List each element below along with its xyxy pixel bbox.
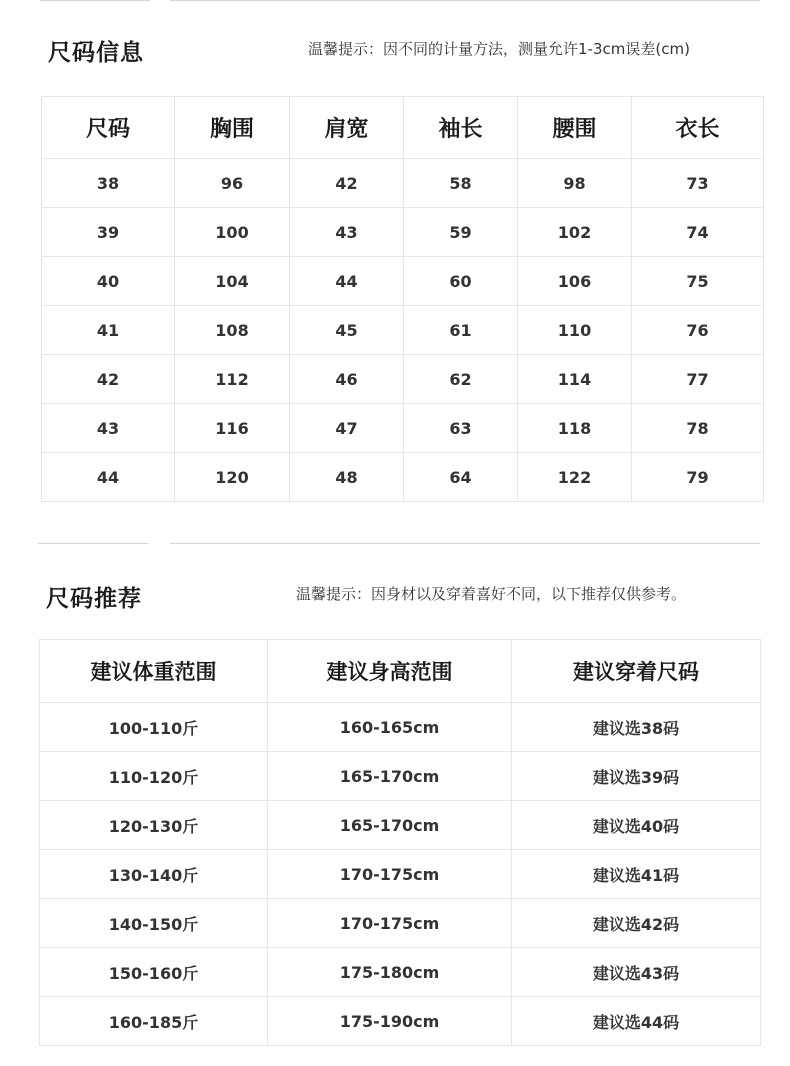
- weight-range-cell: 110-120斤: [40, 752, 268, 801]
- length-cell: 77: [632, 355, 764, 404]
- shoulder-cell: 47: [290, 404, 404, 453]
- table-row: [40, 899, 761, 948]
- shoulder-cell: 46: [290, 355, 404, 404]
- recommended-size-cell: 建议选42码: [512, 899, 761, 948]
- sleeve-cell: 58: [404, 159, 518, 208]
- weight-range-cell: 160-185斤: [40, 997, 268, 1046]
- header-height-range: 建议身高范围: [268, 640, 512, 703]
- weight-range-cell: 150-160斤: [40, 948, 268, 997]
- recommended-size-cell: 建议选43码: [512, 948, 761, 997]
- sleeve-cell: 60: [404, 257, 518, 306]
- size-recommend-table: [39, 639, 761, 1046]
- header-size: 尺码: [42, 97, 175, 159]
- table-row: [42, 257, 764, 306]
- waist-cell: 106: [518, 257, 632, 306]
- header-length: 衣长: [632, 97, 764, 159]
- chest-cell: 104: [175, 257, 290, 306]
- weight-range-cell: 140-150斤: [40, 899, 268, 948]
- size-info-header-row: [42, 97, 764, 159]
- size-cell: 42: [42, 355, 175, 404]
- sleeve-cell: 61: [404, 306, 518, 355]
- waist-cell: 118: [518, 404, 632, 453]
- size-cell: 38: [42, 159, 175, 208]
- size-cell: 43: [42, 404, 175, 453]
- table-row: [42, 208, 764, 257]
- length-cell: 74: [632, 208, 764, 257]
- length-cell: 78: [632, 404, 764, 453]
- header-shoulder: 肩宽: [290, 97, 404, 159]
- weight-range-cell: 120-130斤: [40, 801, 268, 850]
- header-recommended-size: 建议穿着尺码: [512, 640, 761, 703]
- recommended-size-cell: 建议选40码: [512, 801, 761, 850]
- length-cell: 75: [632, 257, 764, 306]
- table-row: [40, 801, 761, 850]
- recommended-size-cell: 建议选41码: [512, 850, 761, 899]
- sleeve-cell: 62: [404, 355, 518, 404]
- table-row: [40, 948, 761, 997]
- table-row: [42, 404, 764, 453]
- weight-range-cell: 130-140斤: [40, 850, 268, 899]
- height-range-cell: 175-190cm: [268, 997, 512, 1046]
- size-cell: 40: [42, 257, 175, 306]
- chest-cell: 100: [175, 208, 290, 257]
- sleeve-cell: 63: [404, 404, 518, 453]
- table-row: [40, 850, 761, 899]
- height-range-cell: 170-175cm: [268, 850, 512, 899]
- shoulder-cell: 48: [290, 453, 404, 502]
- height-range-cell: 175-180cm: [268, 948, 512, 997]
- recommended-size-cell: 建议选39码: [512, 752, 761, 801]
- middle-divider-left: [38, 543, 148, 544]
- size-info-title: 尺码信息: [48, 40, 144, 66]
- sleeve-cell: 64: [404, 453, 518, 502]
- table-row: [42, 306, 764, 355]
- size-recommend-hint: 温馨提示：因身材以及穿着喜好不同，以下推荐仅供参考。: [296, 585, 687, 603]
- header-chest: 胸围: [175, 97, 290, 159]
- middle-divider-right: [170, 543, 760, 544]
- chest-cell: 108: [175, 306, 290, 355]
- length-cell: 79: [632, 453, 764, 502]
- table-row: [42, 159, 764, 208]
- height-range-cell: 160-165cm: [268, 703, 512, 752]
- height-range-cell: 170-175cm: [268, 899, 512, 948]
- size-cell: 39: [42, 208, 175, 257]
- shoulder-cell: 43: [290, 208, 404, 257]
- sleeve-cell: 59: [404, 208, 518, 257]
- waist-cell: 114: [518, 355, 632, 404]
- chest-cell: 116: [175, 404, 290, 453]
- waist-cell: 122: [518, 453, 632, 502]
- weight-range-cell: 100-110斤: [40, 703, 268, 752]
- size-info-hint: 温馨提示：因不同的计量方法，测量允许1-3cm误差(cm): [308, 40, 690, 58]
- waist-cell: 98: [518, 159, 632, 208]
- waist-cell: 102: [518, 208, 632, 257]
- height-range-cell: 165-170cm: [268, 752, 512, 801]
- table-row: [40, 997, 761, 1046]
- recommended-size-cell: 建议选38码: [512, 703, 761, 752]
- chest-cell: 96: [175, 159, 290, 208]
- length-cell: 76: [632, 306, 764, 355]
- size-cell: 41: [42, 306, 175, 355]
- top-divider-right: [170, 0, 760, 1]
- shoulder-cell: 45: [290, 306, 404, 355]
- shoulder-cell: 42: [290, 159, 404, 208]
- top-divider-left: [40, 0, 150, 1]
- size-recommend-header-row: [40, 640, 761, 703]
- table-row: [42, 453, 764, 502]
- size-info-table: [41, 96, 764, 502]
- shoulder-cell: 44: [290, 257, 404, 306]
- length-cell: 73: [632, 159, 764, 208]
- size-cell: 44: [42, 453, 175, 502]
- chest-cell: 120: [175, 453, 290, 502]
- table-row: [40, 703, 761, 752]
- recommended-size-cell: 建议选44码: [512, 997, 761, 1046]
- waist-cell: 110: [518, 306, 632, 355]
- height-range-cell: 165-170cm: [268, 801, 512, 850]
- size-recommend-title: 尺码推荐: [46, 586, 142, 612]
- table-row: [42, 355, 764, 404]
- header-weight-range: 建议体重范围: [40, 640, 268, 703]
- table-row: [40, 752, 761, 801]
- header-sleeve: 袖长: [404, 97, 518, 159]
- chest-cell: 112: [175, 355, 290, 404]
- header-waist: 腰围: [518, 97, 632, 159]
